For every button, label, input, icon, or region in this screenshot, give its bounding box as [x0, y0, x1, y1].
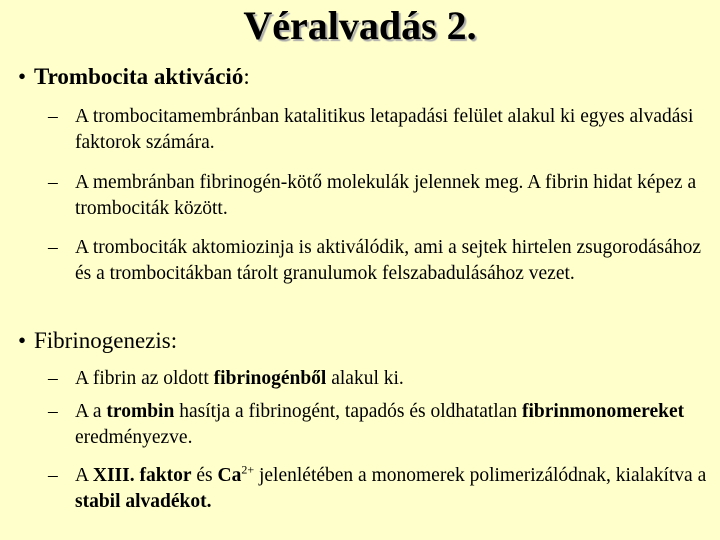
list-item	[48, 104, 708, 156]
heading-colon: :	[243, 64, 250, 89]
dash-mark: –	[48, 368, 58, 389]
bold-term: stabil alvadékot.	[75, 491, 212, 512]
text-run: A fibrin az oldott	[75, 368, 214, 389]
dash-mark: –	[48, 465, 58, 486]
list-item	[48, 170, 708, 222]
superscript: 2+	[241, 462, 255, 477]
text-run: alakul ki.	[326, 368, 404, 389]
item-text	[75, 399, 708, 451]
text-run: jelenlétében a monomerek polimerizálódnak, kialakítva a	[254, 465, 707, 486]
list-item	[48, 399, 708, 451]
text-run: A	[75, 465, 93, 486]
item-text: A trombocitamembránban katalitikus letapadási felület alakul ki egyes alvadási faktorok számára.	[75, 106, 694, 153]
bold-term: fibrinogénből	[213, 368, 327, 389]
section-heading-trombocita	[18, 64, 250, 90]
heading-text: Fibrinogenezis:	[34, 328, 178, 353]
item-text: A trombociták aktomiozinja is aktiválódik, ami a sejtek hirtelen zsugorodásához és a trombocitákban tárolt granulumok felszabadulásához vezet.	[75, 237, 701, 284]
item-text	[75, 463, 708, 515]
list-item	[48, 463, 708, 515]
bold-term: Ca	[217, 465, 242, 486]
bold-term: fibrinmonomereket	[521, 401, 685, 422]
item-text	[75, 366, 708, 392]
text-run: és	[191, 465, 218, 486]
slide-title: Véralvadás 2.	[243, 3, 477, 48]
list-item	[48, 366, 708, 392]
text-run: hasítja a fibrinogént, tapadós és oldhatatlan	[174, 401, 522, 422]
heading-text: Trombocita aktiváció	[34, 64, 244, 89]
bullet-mark: •	[18, 328, 27, 353]
dash-mark: –	[48, 172, 58, 193]
list-item	[48, 235, 708, 287]
bold-term: XIII. faktor	[92, 465, 192, 486]
item-text: A membránban fibrinogén-kötő molekulák jelennek meg. A fibrin hidat képez a trombociták között.	[75, 172, 697, 219]
dash-mark: –	[48, 401, 58, 422]
dash-mark: –	[48, 237, 58, 258]
section-heading-fibrinogenezis	[18, 328, 177, 354]
dash-mark: –	[48, 106, 58, 127]
text-run: A a	[75, 401, 107, 422]
bold-term: trombin	[106, 401, 175, 422]
bullet-mark: •	[18, 64, 27, 89]
text-run: eredményezve.	[75, 427, 193, 448]
